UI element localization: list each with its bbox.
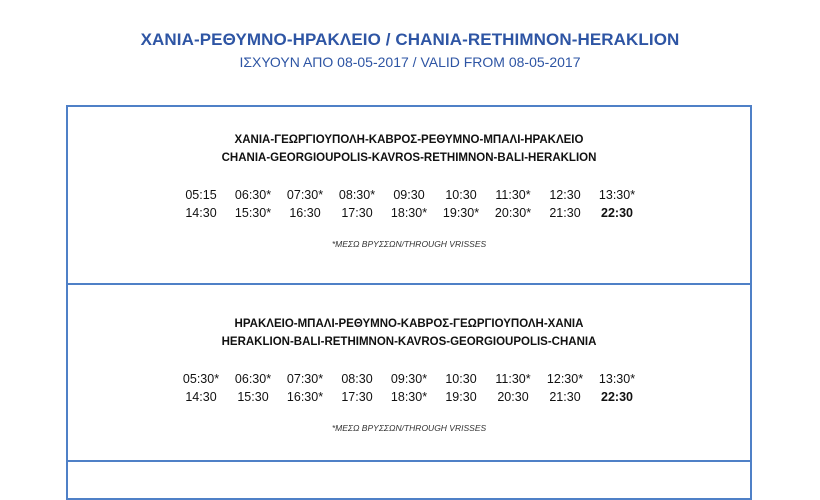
vrisses-footnote: *ΜΕΣΩ ΒΡΥΣΣΩΝ/THROUGH VRISSES — [331, 239, 487, 249]
departure-row — [68, 370, 750, 388]
departure-time: 05:30* — [182, 372, 220, 386]
departure-time: 08:30 — [341, 372, 373, 386]
departure-time: 05:15 — [185, 188, 217, 202]
departure-row — [68, 186, 750, 204]
departure-row — [68, 388, 750, 406]
departure-time: 17:30 — [341, 206, 373, 220]
departure-time-last: 22:30 — [601, 206, 633, 220]
departure-time: 17:30 — [341, 390, 373, 404]
timetable-heraklion-chania — [66, 283, 752, 465]
departure-row — [68, 204, 750, 222]
departure-time: 11:30* — [495, 372, 531, 386]
departure-time: 14:30 — [185, 206, 217, 220]
route-name-greek: ΗΡΑΚΛΕΙΟ-ΜΠΑΛΙ-ΡΕΘΥΜΝΟ-ΚΑΒΡΟΣ-ΓΕΩΡΓΙΟΥΠΟΛΗ-ΧΑΝΙΑ — [234, 318, 584, 330]
route-name-english: CHANIA-GEORGIOUPOLIS-KAVROS-RETHIMNON-BALI-HERAKLION — [221, 152, 597, 164]
departure-time: 15:30* — [234, 206, 272, 220]
validity-subtitle: ΙΣΧΥΟΥΝ ΑΠΟ 08-05-2017 / VALID FROM 08-05-2017 — [239, 54, 581, 70]
departure-time: 08:30* — [338, 188, 376, 202]
departure-time: 16:30 — [289, 206, 321, 220]
departure-time: 15:30 — [237, 390, 269, 404]
departure-time: 13:30* — [598, 188, 636, 202]
route-title — [68, 315, 750, 351]
departure-time: 09:30 — [393, 188, 425, 202]
departure-time: 10:30 — [445, 188, 477, 202]
page-header — [0, 29, 820, 72]
departure-time: 20:30 — [497, 390, 529, 404]
departure-time: 06:30* — [234, 188, 272, 202]
page-title: ΧΑΝΙΑ-ΡΕΘΥΜΝΟ-ΗΡΑΚΛΕΙΟ / CHANIA-RETHIMNON-HERAKLION — [140, 30, 680, 49]
departure-time: 19:30 — [445, 390, 477, 404]
timetable-chania-heraklion — [66, 105, 752, 287]
departure-time: 20:30* — [494, 206, 532, 220]
departure-time: 13:30* — [598, 372, 636, 386]
departure-time: 12:30* — [546, 372, 584, 386]
departure-time: 18:30* — [390, 390, 428, 404]
departure-times — [68, 370, 750, 406]
departure-times — [68, 186, 750, 222]
departure-time: 18:30* — [390, 206, 428, 220]
departure-time: 21:30 — [549, 206, 581, 220]
departure-time: 14:30 — [185, 390, 217, 404]
departure-time: 19:30* — [442, 206, 480, 220]
departure-time: 11:30* — [495, 188, 531, 202]
departure-time: 10:30 — [445, 372, 477, 386]
departure-time: 07:30* — [286, 188, 324, 202]
route-title — [68, 131, 750, 167]
departure-time: 06:30* — [234, 372, 272, 386]
route-name-english: HERAKLION-BALI-RETHIMNON-KAVROS-GEORGIOUPOLIS-CHANIA — [221, 336, 597, 348]
departure-time-last: 22:30 — [601, 390, 633, 404]
departure-time: 16:30* — [286, 390, 324, 404]
departure-time: 09:30* — [390, 372, 428, 386]
departure-time: 12:30 — [549, 188, 581, 202]
timetable-box-next — [66, 460, 752, 500]
departure-time: 07:30* — [286, 372, 324, 386]
departure-time: 21:30 — [549, 390, 581, 404]
vrisses-footnote: *ΜΕΣΩ ΒΡΥΣΣΩΝ/THROUGH VRISSES — [331, 423, 487, 433]
route-name-greek: ΧΑΝΙΑ-ΓΕΩΡΓΙΟΥΠΟΛΗ-ΚΑΒΡΟΣ-ΡΕΘΥΜΝΟ-ΜΠΑΛΙ-ΗΡΑΚΛΕΙΟ — [234, 134, 584, 146]
